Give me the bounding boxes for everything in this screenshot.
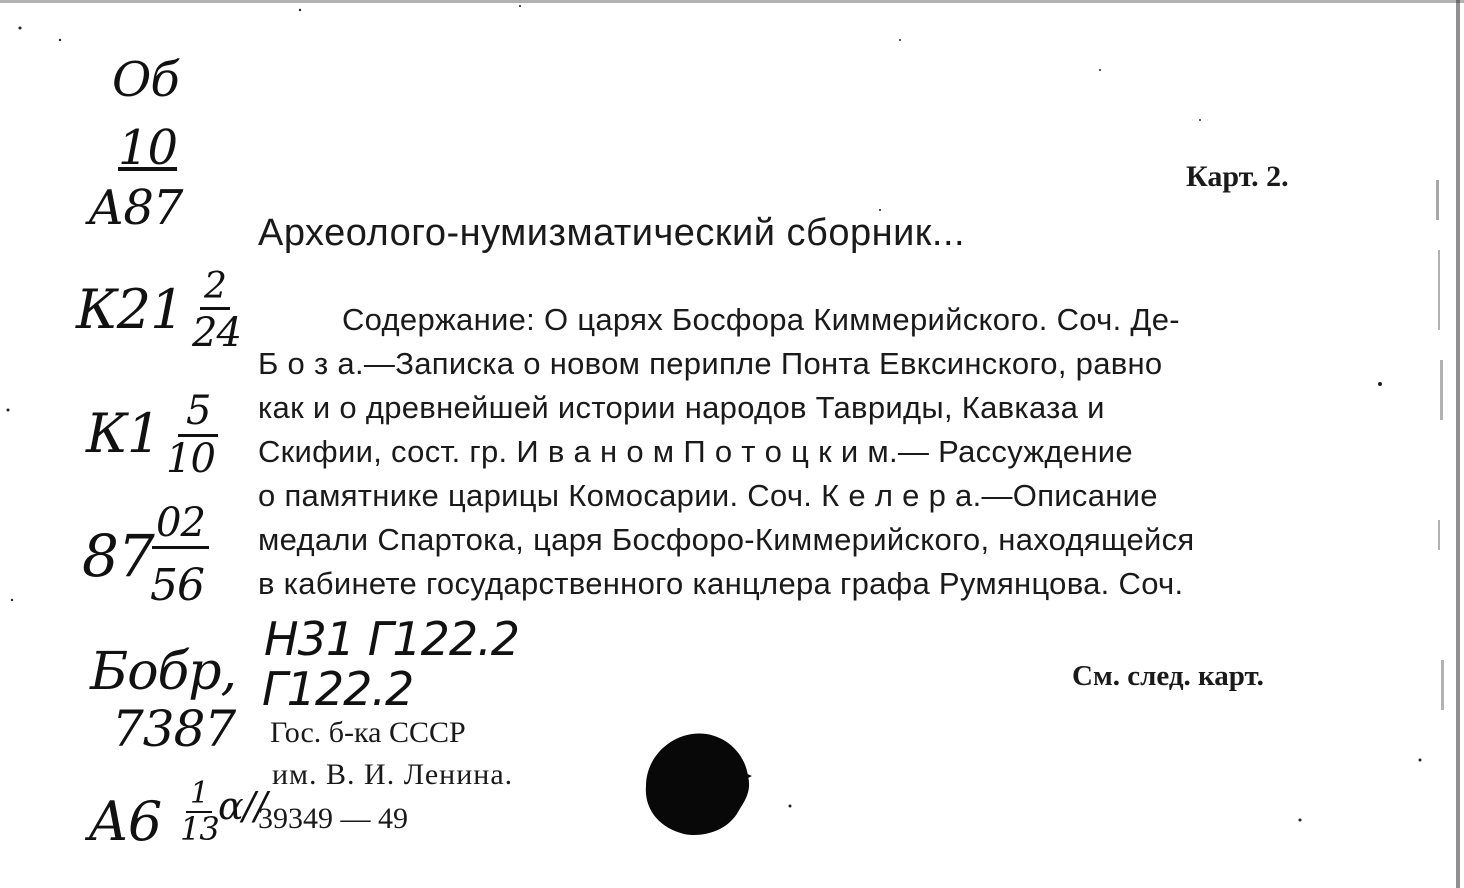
content-line: Скифии, сост. гр. И в а н о м П о т о ц к и м.— Рассуждение xyxy=(258,434,1133,469)
library-stamp-line: 39349 — 49 xyxy=(258,802,408,835)
card-title: Археолого-нумизматический сборник... xyxy=(258,212,966,254)
handwritten-k2: К21 xyxy=(76,278,184,341)
handwritten-87-numerator: 02 xyxy=(152,500,209,549)
handwritten-k1-numerator: 5 xyxy=(178,388,218,437)
punch-hole xyxy=(640,730,760,840)
card-number: Карт. 2. xyxy=(1186,160,1289,193)
content-line: Б о з а.—Записка о новом перипле Понта Евксинского, равно xyxy=(258,346,1163,381)
content-line: как и о древнейшей истории народов Тавриды, Кавказа и xyxy=(258,390,1105,425)
handwritten-k1: К1 xyxy=(86,402,161,465)
content-line: медали Спартока, царя Босфоро-Киммерийского, находящейся xyxy=(258,522,1195,557)
handwritten-a6: А6 xyxy=(88,790,162,853)
handwritten-k2-numerator: 2 xyxy=(200,266,230,310)
handwritten-bobr-number: 7387 xyxy=(112,700,236,758)
library-stamp-line: им. В. И. Ленина. xyxy=(272,758,514,791)
handwritten-shelf-bottom: А87 xyxy=(88,180,183,236)
handwritten-a6-suffix: α// xyxy=(218,784,267,828)
content-line: о памятнике царицы Комосарии. Соч. К е л е р а.—Описание xyxy=(258,478,1158,513)
handwritten-shelf-top: Об xyxy=(112,52,179,108)
content-line: в кабинете государственного канцлера графа Румянцова. Соч. xyxy=(258,566,1184,601)
handwritten-a6-denominator: 13 xyxy=(180,810,219,848)
handwritten-k2-denominator: 24 xyxy=(192,310,241,356)
handwritten-bobr: Бобр, xyxy=(90,642,237,702)
handwritten-code-line1: Н31 Г122.2 xyxy=(264,612,520,666)
content-line: Содержание: О царях Босфора Киммерийского. Соч. Де- xyxy=(342,302,1180,337)
see-next-card: См. след. карт. xyxy=(1072,660,1264,692)
handwritten-87-denominator: 56 xyxy=(150,560,204,611)
handwritten-shelf-mid: 10 xyxy=(118,120,178,176)
handwritten-k1-denominator: 10 xyxy=(166,436,215,482)
handwritten-87: 87 xyxy=(82,522,154,590)
library-stamp-line: Гос. б-ка СССР xyxy=(270,716,466,749)
handwritten-code-line2: Г122.2 xyxy=(262,662,414,716)
handwritten-a6-numerator: 1 xyxy=(186,776,212,813)
